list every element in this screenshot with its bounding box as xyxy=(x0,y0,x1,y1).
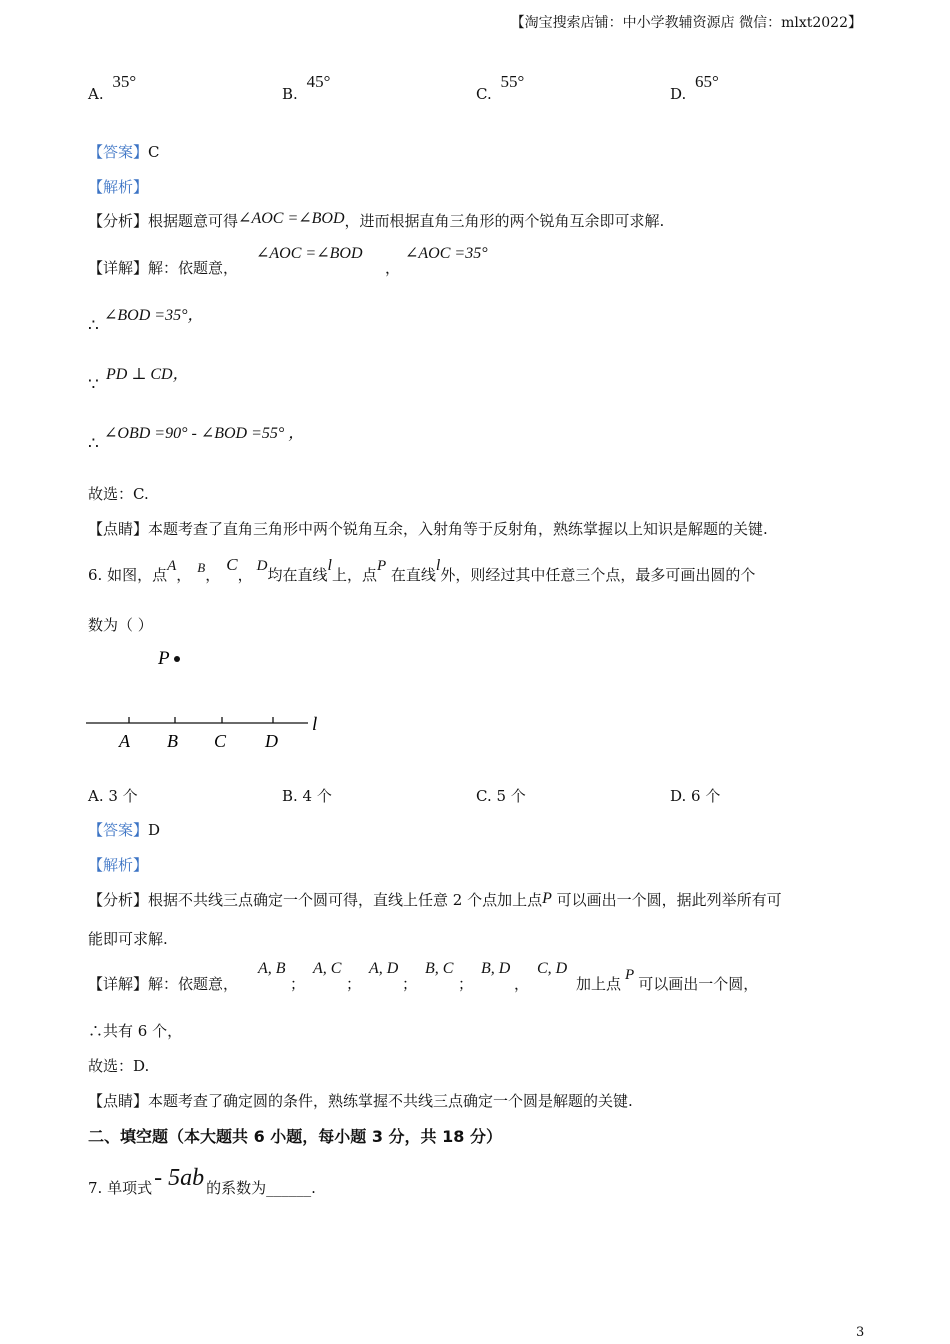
pair-bc: B, C xyxy=(425,960,454,977)
figure-label-l: l xyxy=(312,714,318,735)
comma-1: ， xyxy=(514,975,530,993)
fenxi-post: ，进而根据直角三角形的两个锐角互余即可求解. xyxy=(344,212,665,230)
because-1: ∵ xyxy=(88,375,99,395)
q6-analysis-tag: 【解析】 xyxy=(88,856,149,874)
option-letter: B. xyxy=(282,85,298,103)
fenxi-tag: 【分析】 xyxy=(88,212,149,230)
pair-ad: A, D xyxy=(369,960,399,977)
page-number: 3 xyxy=(856,1325,865,1340)
q6-stem-line1: 6. 如图，点A， B，C， D均在直线l上，点P 在直线l外，则经过其中任意三个点，最多可画出圆的个 xyxy=(88,555,756,584)
therefore-2: ∴ xyxy=(88,434,99,454)
label-l2: l xyxy=(435,557,441,574)
label-l: l xyxy=(327,557,332,574)
option-letter: A. xyxy=(88,85,104,103)
fenxi-pre: 根据题意可得 xyxy=(148,212,239,230)
q6-option-d: D. 6 个 xyxy=(670,787,721,805)
q5-dianjing xyxy=(88,518,768,539)
answer-value: C xyxy=(148,143,160,161)
q6-option-b: B. 4 个 xyxy=(282,787,332,805)
pair-ac: A, C xyxy=(313,960,342,977)
q5-line1: ∠BOD =35°， xyxy=(104,307,204,324)
option-value: 55° xyxy=(500,72,525,91)
semi-2: ； xyxy=(346,975,362,993)
detail-tag: 【详解】 xyxy=(88,259,149,277)
label-d: D xyxy=(256,558,268,574)
point-p xyxy=(174,656,180,662)
answer-tag: 【答案】 xyxy=(88,821,149,839)
label-a: A xyxy=(167,558,177,574)
option-letter: D. xyxy=(670,85,687,103)
q6-total: ∴共有 6 个， xyxy=(88,1022,183,1040)
pair-cd: C, D xyxy=(537,960,568,977)
figure-label-a: A xyxy=(119,731,130,751)
q6-fenxi-cont: 能即可求解. xyxy=(88,930,168,948)
q6-detail: 【详解】解：依题意， xyxy=(88,975,239,993)
fenxi-math: ∠AOC =∠BOD xyxy=(238,210,345,227)
q6-stem-line2: 数为（ ） xyxy=(88,616,153,634)
figure-label-d: D xyxy=(265,731,278,751)
q7-math: - 5ab xyxy=(154,1165,205,1191)
figure-label-p: P xyxy=(158,648,170,669)
q6-detail-post: 加上点 P 可以画出一个圆， xyxy=(576,967,759,993)
label-p: P xyxy=(376,558,387,574)
q5-choice: 故选：C. xyxy=(88,485,149,503)
semi-3: ； xyxy=(402,975,418,993)
q6-figure xyxy=(80,640,340,760)
detail-pre: 解：依题意， xyxy=(148,259,239,277)
figure-label-b: B xyxy=(167,731,178,751)
label-c: C xyxy=(226,555,238,574)
pair-ab: A, B xyxy=(258,960,286,977)
q5-analysis-tag: 【解析】 xyxy=(88,178,149,196)
option-value: 45° xyxy=(306,72,331,91)
q6-option-a: A. 3 个 xyxy=(88,787,138,805)
option-value: 35° xyxy=(112,72,137,91)
q6-fenxi: 【分析】根据不共线三点确定一个圆可得，直线上任意 2 个点加上点P 可以画出一个圆，据此列举所有可 xyxy=(88,890,782,909)
q5-fenxi xyxy=(88,210,664,231)
page-header: 【淘宝搜索店铺：中小学教辅资源店 微信：mlxt2022】 xyxy=(510,15,862,31)
q5-option-a xyxy=(88,72,137,104)
q5-line3: ∠OBD =90° - ∠BOD =55° ， xyxy=(104,425,305,442)
therefore-1: ∴ xyxy=(88,316,99,336)
answer-value: D xyxy=(148,821,161,839)
q6-choice: 故选：D. xyxy=(88,1057,150,1075)
q5-detail-math1: ∠AOC =∠BOD xyxy=(256,245,363,262)
answer-tag: 【答案】 xyxy=(88,143,149,161)
q5-option-c xyxy=(476,72,525,104)
option-letter: C. xyxy=(476,85,492,103)
q5-answer xyxy=(88,141,160,162)
q5-detail-comma: ， xyxy=(385,259,401,277)
q7-stem: 7. 单项式- 5ab 的系数为______. xyxy=(88,1165,316,1197)
dianjing-text: 本题考查了直角三角形中两个锐角互余，入射角等于反射角，熟练掌握以上知识是解题的关键. xyxy=(148,520,768,538)
dianjing-tag: 【点睛】 xyxy=(88,520,149,538)
pair-bd: B, D xyxy=(481,960,511,977)
q6-answer xyxy=(88,819,160,840)
q5-line2: PD ⊥ CD， xyxy=(106,366,189,383)
semi-4: ； xyxy=(458,975,474,993)
q5-detail-math2: ∠AOC =35° xyxy=(405,245,488,262)
section-heading: 二、填空题（本大题共 6 小题，每小题 3 分，共 18 分） xyxy=(88,1127,502,1146)
q5-option-d xyxy=(670,72,719,104)
figure-label-c: C xyxy=(214,731,227,751)
option-value: 65° xyxy=(695,72,719,91)
semi-1: ； xyxy=(290,975,306,993)
label-b: B xyxy=(197,560,206,575)
q5-option-b xyxy=(282,72,331,104)
q6-dianjing: 【点睛】本题考查了确定圆的条件，熟练掌握不共线三点确定一个圆是解题的关键. xyxy=(88,1092,633,1110)
q5-detail xyxy=(88,257,238,278)
q6-option-c: C. 5 个 xyxy=(476,787,526,805)
